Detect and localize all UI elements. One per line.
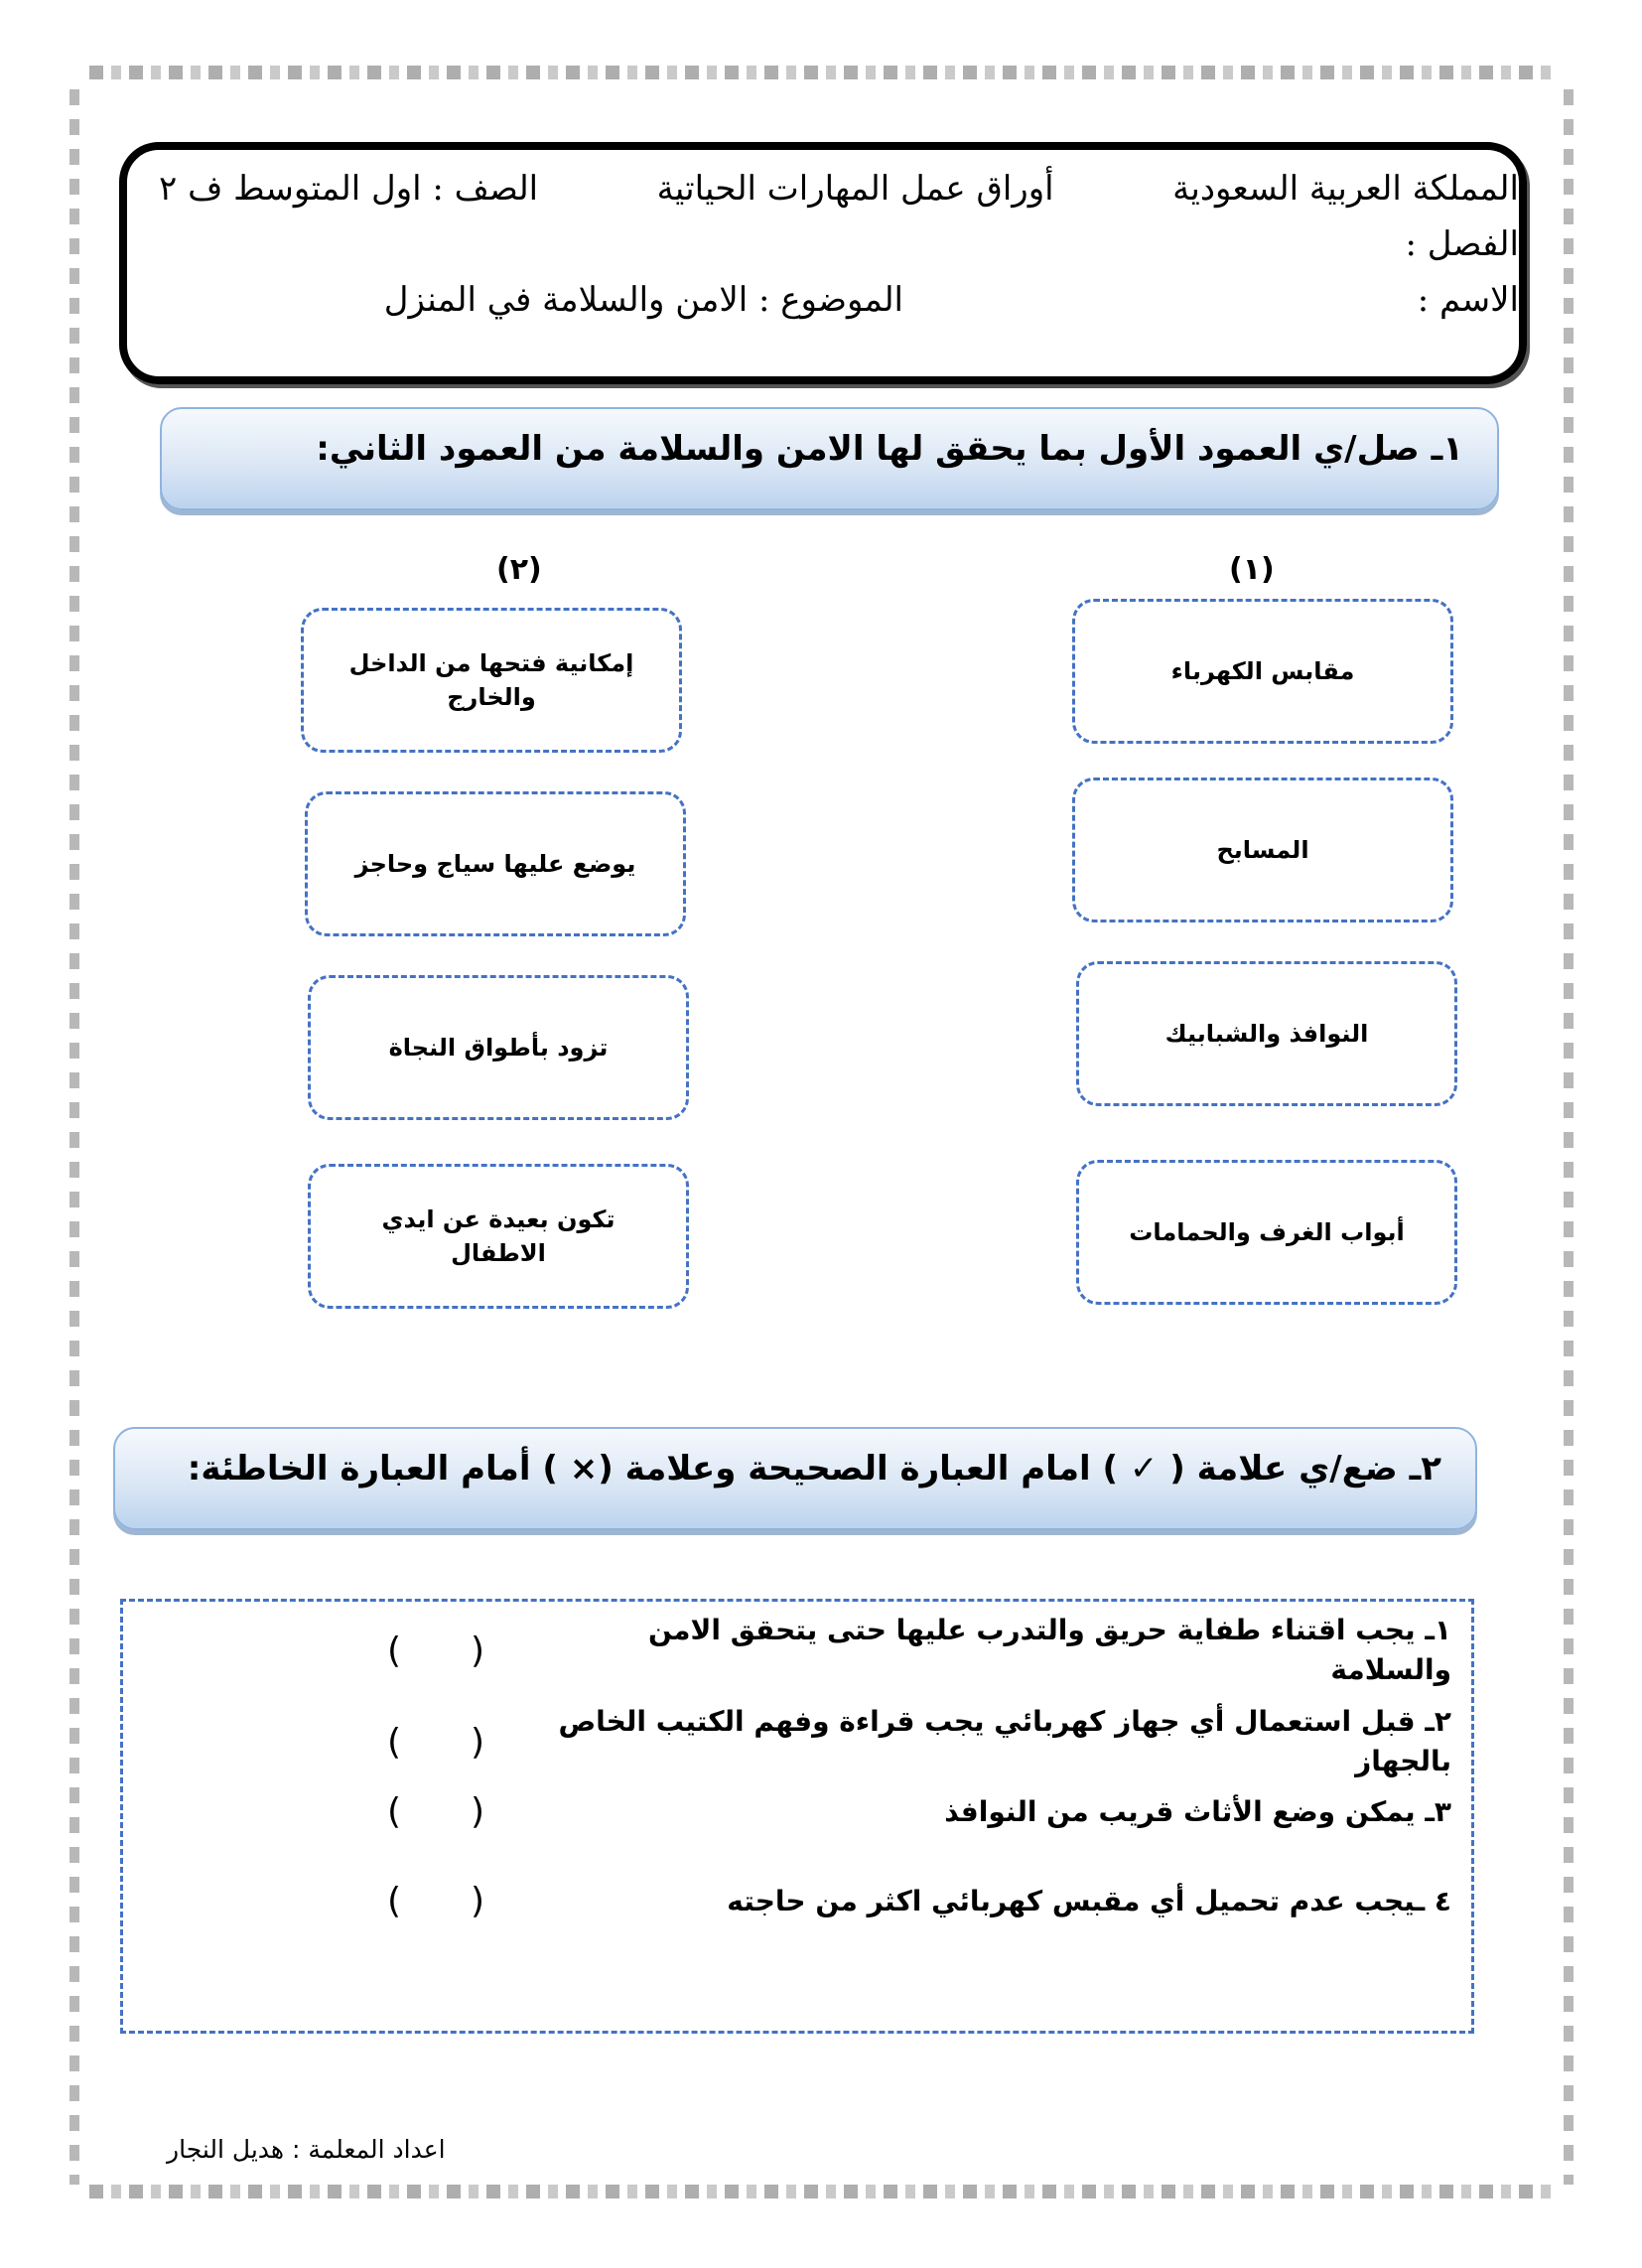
header-row-2	[159, 224, 1519, 264]
column2-item[interactable]: تكون بعيدة عن ايدي الاطفال	[308, 1164, 689, 1309]
worksheet-title: أوراق عمل المهارات الحياتية	[656, 169, 1054, 209]
answer-paren-left[interactable]: (	[387, 1630, 402, 1671]
statement-row	[139, 1702, 1451, 1781]
column2-item[interactable]: تزود بأطواق النجاة	[308, 975, 689, 1120]
class-label: الفصل :	[1405, 224, 1519, 264]
page-border-left	[69, 89, 79, 2185]
topic-label: الموضوع : الامن والسلامة في المنزل	[383, 280, 903, 320]
statement-2: ٢ـ قبل استعمال أي جهاز كهربائي يجب قراءة وفهم الكتيب الخاص بالجهاز	[558, 1705, 1451, 1777]
answer-parens[interactable]	[387, 1722, 484, 1763]
answer-paren-right[interactable]: )	[471, 1881, 485, 1921]
answer-paren-left[interactable]: (	[387, 1881, 402, 1921]
page-border-bottom	[89, 2185, 1559, 2198]
prepared-by: اعداد المعلمة : هديل النجار	[167, 2135, 446, 2164]
header-row-3	[159, 280, 1519, 320]
statement-3: ٣ـ يمكن وضع الأثاث قريب من النوافذ	[944, 1794, 1451, 1828]
statement-row	[139, 1611, 1451, 1690]
column2-item[interactable]: إمكانية فتحها من الداخل والخارج	[301, 608, 682, 753]
answer-parens[interactable]	[387, 1791, 484, 1832]
page-border-top	[89, 66, 1559, 79]
answer-paren-right[interactable]: )	[471, 1630, 485, 1671]
statement-4: ٤ ـيجب عدم تحميل أي مقبس كهربائي اكثر من حاجته	[727, 1884, 1451, 1917]
section2-title: ٢ـ ضع/ي علامة ( ✓ ) امام العبارة الصحيحة وعلامة (× ) أمام العبارة الخاطئة:	[187, 1449, 1441, 1488]
statement-row	[139, 1881, 1451, 1921]
header-row-1	[159, 169, 1519, 209]
answer-paren-left[interactable]: (	[387, 1791, 402, 1832]
answer-paren-right[interactable]: )	[471, 1721, 485, 1763]
column1-item[interactable]: أبواب الغرف والحمامات	[1076, 1160, 1457, 1305]
column1-item[interactable]: مقابس الكهرباء	[1072, 599, 1453, 744]
page-border-right	[1564, 89, 1574, 2185]
answer-paren-left[interactable]: (	[387, 1721, 402, 1763]
statement-row	[139, 1791, 1451, 1832]
statement-1: ١ـ يجب اقتناء طفاية حريق والتدرب عليها حتى يتحقق الامن والسلامة	[647, 1614, 1451, 1686]
answer-paren-right[interactable]: )	[471, 1791, 485, 1832]
column1-header: (١)	[1229, 552, 1275, 587]
section1-title: ١ـ صل/ي العمود الأول بما يحقق لها الامن والسلامة من العمود الثاني:	[316, 429, 1463, 469]
answer-parens[interactable]	[387, 1630, 484, 1671]
section1-banner	[160, 407, 1499, 510]
answer-parens[interactable]	[387, 1881, 484, 1921]
student-name-label: الاسم :	[1417, 280, 1519, 320]
section2-banner	[113, 1427, 1477, 1530]
column2-header: (٢)	[496, 552, 542, 587]
column2-item[interactable]: يوضع عليها سياج وحاجز	[305, 791, 686, 936]
grade-label: الصف : اول المتوسط ف ٢	[159, 169, 539, 209]
country-name: المملكة العربية السعودية	[1172, 169, 1519, 209]
column1-item[interactable]: المسابح	[1072, 778, 1453, 922]
column1-item[interactable]: النوافذ والشبابيك	[1076, 961, 1457, 1106]
